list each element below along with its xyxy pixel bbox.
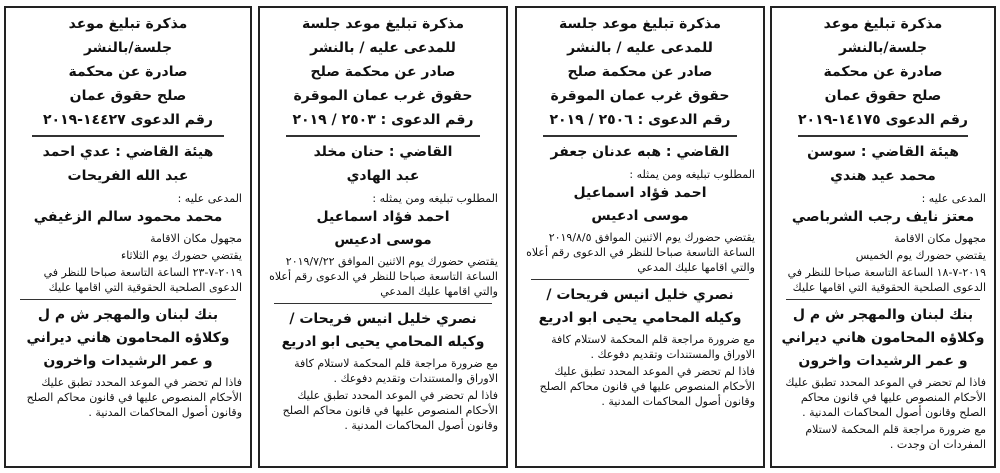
plaintiff-name: بنك لبنان والمهجر ش م ل xyxy=(792,307,974,323)
notice-heading-line: للمدعى عليه / بالنشر xyxy=(310,40,456,56)
heading-divider xyxy=(543,135,737,137)
notice-heading-line: حقوق غرب عمان الموقرة xyxy=(293,88,473,104)
section-divider xyxy=(786,299,980,300)
notice-heading-line: مذكرة تبليغ موعد جلسة xyxy=(301,16,465,32)
court-notice-2 xyxy=(515,6,765,468)
notice-text: فاذا لم تحضر في الموعد المحدد تطبق عليك الأحكام المنصوص عليها في قانون محاكم الصلح وقانون أصول المحاكمات المدنية . xyxy=(282,389,498,432)
plaintiff-name: وكلاؤه المحامون هاني ديراني xyxy=(26,330,230,346)
defendant-name: معتز نايف رجب الشرباصي xyxy=(791,209,975,225)
defendant-name: احمد فؤاد اسماعيل xyxy=(316,209,450,225)
notice-text: ٢٠١٩-٧-١٨ الساعة التاسعة صباحا للنظر في الدعوى الصلحية الحقوقية التي اقامها عليك xyxy=(787,266,986,294)
notice-heading-line: صادر عن محكمة صلح xyxy=(567,64,713,80)
notice-text: فاذا لم تحضر في الموعد المحدد تطبق عليك الأحكام المنصوص عليها في قانون محاكم الصلح وقانون أصول المحاكمات المدنية . xyxy=(539,365,755,408)
notice-text: ٢٠١٩-٧-٢٣ الساعة التاسعة صباحا للنظر في الدعوى الصلحية الحقوقية التي اقامها عليك xyxy=(43,266,242,294)
notice-text: مع ضرورة مراجعة قلم المحكمة لاستلام كافة الاوراق والمستندات وتقديم دفوعك . xyxy=(551,333,755,361)
notice-text: مجهول مكان الاقامة xyxy=(894,232,986,245)
notice-heading-line: مذكرة تبليغ موعد xyxy=(823,16,943,32)
notice-text: يقتضي حضورك يوم الثلاثاء xyxy=(121,249,242,262)
notice-heading-line: جلسة/بالنشر xyxy=(838,40,928,56)
defendant-label: المطلوب تبليغه ومن يمثله : xyxy=(629,168,755,181)
notice-heading-line: مذكرة تبليغ موعد جلسة xyxy=(558,16,722,32)
notice-heading-line: حقوق غرب عمان الموقرة xyxy=(550,88,730,104)
plaintiff-name: بنك لبنان والمهجر ش م ل xyxy=(37,307,219,323)
defendant-name: احمد فؤاد اسماعيل xyxy=(573,185,707,201)
notice-heading-line: مذكرة تبليغ موعد xyxy=(68,16,188,32)
defendant-name: موسى ادعيس xyxy=(334,232,432,248)
notice-heading-line: صادر عن محكمة صلح xyxy=(310,64,456,80)
defendant-label: المطلوب تبليغه ومن يمثله : xyxy=(372,192,498,205)
notice-heading-line: رقم الدعوى ١٤٤٢٧-٢٠١٩ xyxy=(42,112,213,128)
notice-heading-line: عبد الله الفريحات xyxy=(67,168,189,184)
notice-heading-line: جلسة/بالنشر xyxy=(83,40,173,56)
notice-heading-line: عبد الهادي xyxy=(346,168,420,184)
notice-heading-line: رقم الدعوى : ٢٥٠٣ / ٢٠١٩ xyxy=(292,112,474,128)
section-divider xyxy=(20,299,236,300)
notice-heading-line: صادرة عن محكمة xyxy=(823,64,943,80)
defendant-name: محمد محمود سالم الزغيفي xyxy=(33,209,223,225)
plaintiff-name: و عمر الرشيدات واخرون xyxy=(798,353,968,369)
heading-divider xyxy=(286,135,480,137)
court-notice-1 xyxy=(770,6,996,468)
notice-text: مع ضرورة مراجعة قلم المحكمة لاستلام المفردات ان وجدت . xyxy=(805,423,986,451)
court-notice-3 xyxy=(258,6,508,468)
notice-text: يقتضي حضورك يوم الخميس xyxy=(855,249,986,262)
notice-heading-line: محمد عيد هندي xyxy=(830,168,936,184)
defendant-label: المدعى عليه : xyxy=(921,192,986,205)
plaintiff-name: وكيله المحامي يحيى ابو ادريع xyxy=(281,334,485,350)
defendant-name: موسى ادعيس xyxy=(591,208,689,224)
notice-text: مع ضرورة مراجعة قلم المحكمة لاستلام كافة الاوراق والمستندات وتقديم دفوعك . xyxy=(294,357,498,385)
section-divider xyxy=(531,279,749,280)
notice-heading-line: رقم الدعوى : ٢٥٠٦ / ٢٠١٩ xyxy=(549,112,731,128)
notice-heading-line: صلح حقوق عمان xyxy=(824,88,942,104)
notice-text: يقتضي حضورك يوم الاثنين الموافق ٢٠١٩/٨/٥ الساعة التاسعة صباحا للنظر في الدعوى رقم أعلاه والتي اقامها عليك المدعي xyxy=(526,231,755,274)
notice-heading-line: صلح حقوق عمان xyxy=(69,88,187,104)
section-divider xyxy=(274,303,492,304)
notice-heading-line: هيئة القاضي : سوسن xyxy=(807,144,959,160)
notice-text: فاذا لم تحضر في الموعد المحدد تطبق عليك الأحكام المنصوص عليها في قانون محاكم الصلح وقانون أصول المحاكمات المدنية . xyxy=(26,376,242,419)
notice-heading-line: هيئة القاضي : عدي احمد xyxy=(42,144,214,160)
notice-heading-line: صادرة عن محكمة xyxy=(68,64,188,80)
plaintiff-name: نصري خليل انيس فريحات / xyxy=(546,287,734,303)
notice-text: يقتضي حضورك يوم الاثنين الموافق ٢٠١٩/٧/٢٢ الساعة التاسعة صباحا للنظر في الدعوى رقم أعلاه والتي اقامها عليك المدعي xyxy=(269,255,498,298)
notice-text: مجهول مكان الاقامة xyxy=(150,232,242,245)
court-notice-4 xyxy=(4,6,252,468)
defendant-label: المدعى عليه : xyxy=(177,192,242,205)
plaintiff-name: و عمر الرشيدات واخرون xyxy=(43,353,213,369)
notice-heading-line: القاضي : حنان مخلد xyxy=(313,144,453,160)
plaintiff-name: نصري خليل انيس فريحات / xyxy=(289,311,477,327)
heading-divider xyxy=(32,135,224,137)
plaintiff-name: وكلاؤه المحامون هاني ديراني xyxy=(781,330,985,346)
notice-heading-line: رقم الدعوى ١٤١٧٥-٢٠١٩ xyxy=(797,112,968,128)
notice-heading-line: القاضي : هبه عدنان جعفر xyxy=(550,144,730,160)
notice-text: فاذا لم تحضر في الموعد المحدد تطبق عليك الأحكام المنصوص عليها في قانون محاكم الصلح وقانون أصول المحاكمات المدنية . xyxy=(785,376,986,419)
plaintiff-name: وكيله المحامي يحيى ابو ادريع xyxy=(538,310,742,326)
notice-heading-line: للمدعى عليه / بالنشر xyxy=(567,40,713,56)
heading-divider xyxy=(798,135,968,137)
